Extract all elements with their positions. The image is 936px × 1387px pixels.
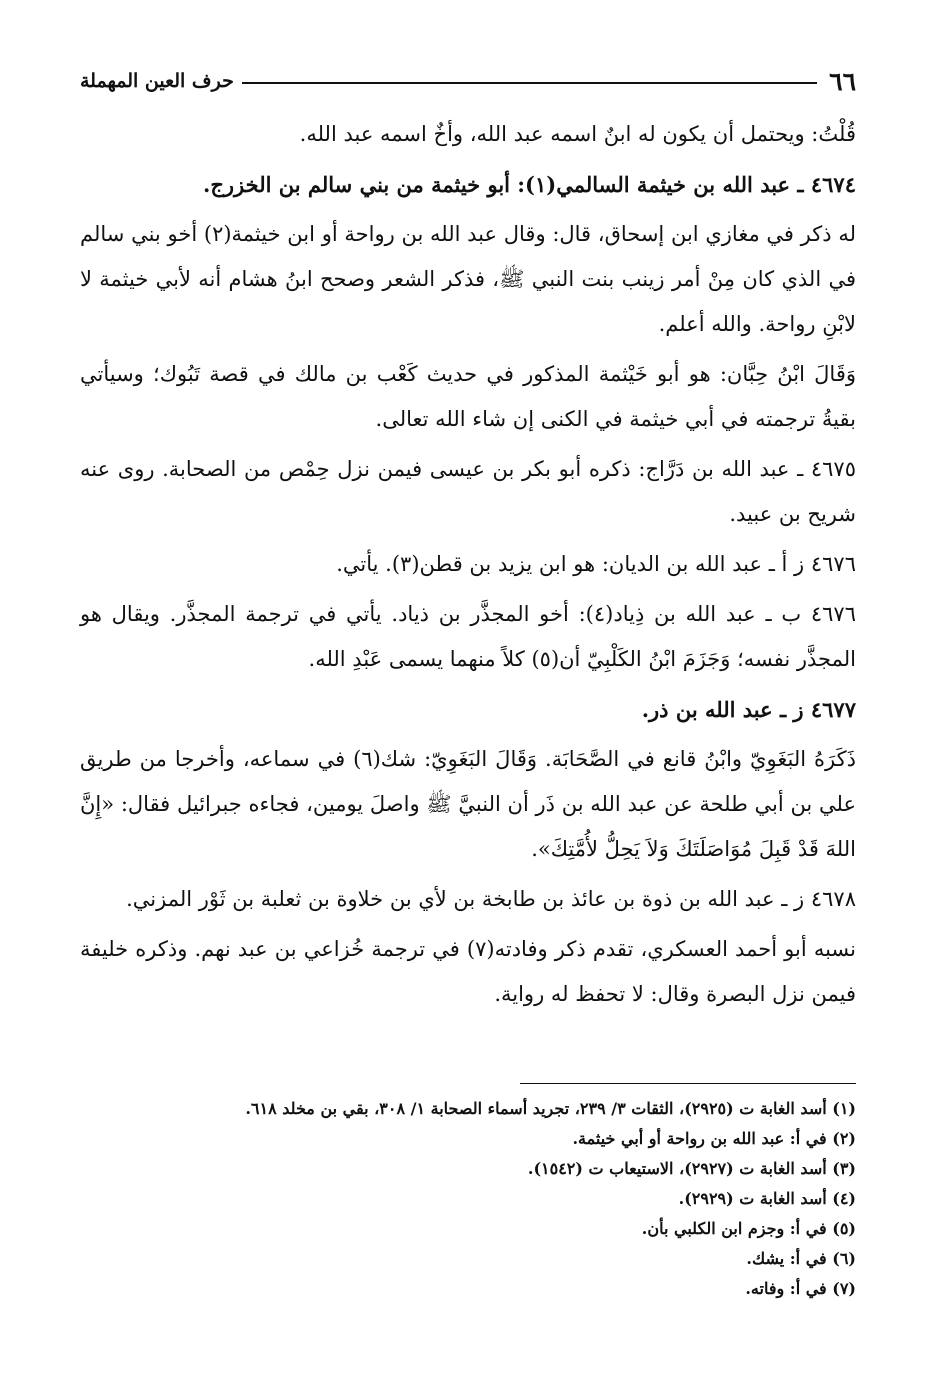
footnote: (٥) في أ: وجزم ابن الكلبي بأن. <box>641 1219 856 1238</box>
page-number: ٦٦ <box>829 66 856 96</box>
footnote: (٣) أسد الغابة ت (٢٩٢٧)، الاستيعاب ت (١٥٤٢). <box>527 1159 856 1178</box>
page-header <box>80 66 856 96</box>
entry-paragraph: ٤٦٧٦ ز أ ـ عبد الله بن الديان: هو ابن يزيد بن قطن(٣). يأتي. <box>336 552 856 576</box>
footnote: (١) أسد الغابة ت (٢٩٢٥)، الثقات ٣/ ٢٣٩، تجريد أسماء الصحابة ١/ ٣٠٨، بقي بن مخلد ٦١٨. <box>245 1099 856 1118</box>
header-rule <box>242 82 817 84</box>
footnotes <box>80 1094 856 1304</box>
entry-paragraph: ٤٦٧٤ ـ عبد الله بن خيثمة السالمي(١): أبو خيثمة من بني سالم بن الخزرج. <box>203 172 856 197</box>
entry-paragraph: ٤٦٧٧ ز ـ عبد الله بن ذر. <box>641 697 856 722</box>
entry-paragraph: ٤٦٧٦ ب ـ عبد الله بن ذِياد(٤): أخو المجذَّر بن ذياد. يأتي في ترجمة المجذَّر. ويقال هو المجذَّر نفسه؛ وَجَزَمَ ابْنُ الكَلْبِيّ أن(٥) كلاً منهما يسمى عَبْدِ الله. <box>80 602 856 671</box>
footnote: (٧) في أ: وفاته. <box>745 1279 856 1298</box>
entry-paragraph: ٤٦٧٥ ـ عبد الله بن دَرَّاج: ذكره أبو بكر بن عيسى فيمن نزل حِمْص من الصحابة. روى عنه شريح بن عبيد. <box>80 457 856 526</box>
paragraph: له ذكر في مغازي ابن إسحاق، قال: وقال عبد الله بن رواحة أو ابن خيثمة(٢) أخو بني سالم في الذي كان مِنْ أمر زينب بنت النبي ﷺ، فذكر الشعر وصحح ابنُ هشام أنه لأبي خيثمة لا لابْنِ رواحة. والله أعلم. <box>80 222 856 336</box>
paragraph: وَقَالَ ابْنُ حِبَّان: هو أبو خَيْثمة المذكور في حديث كَعْب بن مالك في قصة تَبُوك؛ وسيأتي بقيةُ ترجمته في أبي خيثمة في الكنى إن شاء الله تعالى. <box>80 362 856 431</box>
footnote-separator <box>520 1083 856 1084</box>
main-text <box>80 112 856 1017</box>
running-title: حرف العين المهملة <box>80 70 234 92</box>
paragraph: قُلْتُ: ويحتمل أن يكون له ابنٌ اسمه عبد الله، وأخٌ اسمه عبد الله. <box>299 122 856 146</box>
entry-paragraph: ٤٦٧٨ ز ـ عبد الله بن ذوة بن عائذ بن طابخة بن لأي بن خلاوة بن ثعلبة بن ثَوْر المزني. <box>126 887 856 911</box>
paragraph: ذَكَرَهُ البَغَوِيّ وابْنُ قانع في الصَّحَابَة. وَقَالَ البَغَوِيّ: شك(٦) في سماعه، وأخرجا من طريق علي بن أبي طلحة عن عبد الله بن ذَر أن النبيَّ ﷺ واصلَ يومين، فجاءه جبرائيل فقال: «إِنَّ اللهَ قَدْ قَبِلَ مُوَاصَلَتَكَ وَلاَ يَحِلُّ لأُمَّتِكَ». <box>80 747 856 861</box>
footnote: (٦) في أ: يشك. <box>746 1249 856 1268</box>
footnote: (٤) أسد الغابة ت (٢٩٢٩). <box>678 1189 856 1208</box>
paragraph: نسبه أبو أحمد العسكري، تقدم ذكر وفادته(٧) في ترجمة خُزاعي بن عبد نهم. وذكره خليفة فيمن نزل البصرة وقال: لا تحفظ له رواية. <box>80 937 856 1006</box>
footnote: (٢) في أ: عبد الله بن رواحة أو أبي خيثمة. <box>572 1129 856 1148</box>
